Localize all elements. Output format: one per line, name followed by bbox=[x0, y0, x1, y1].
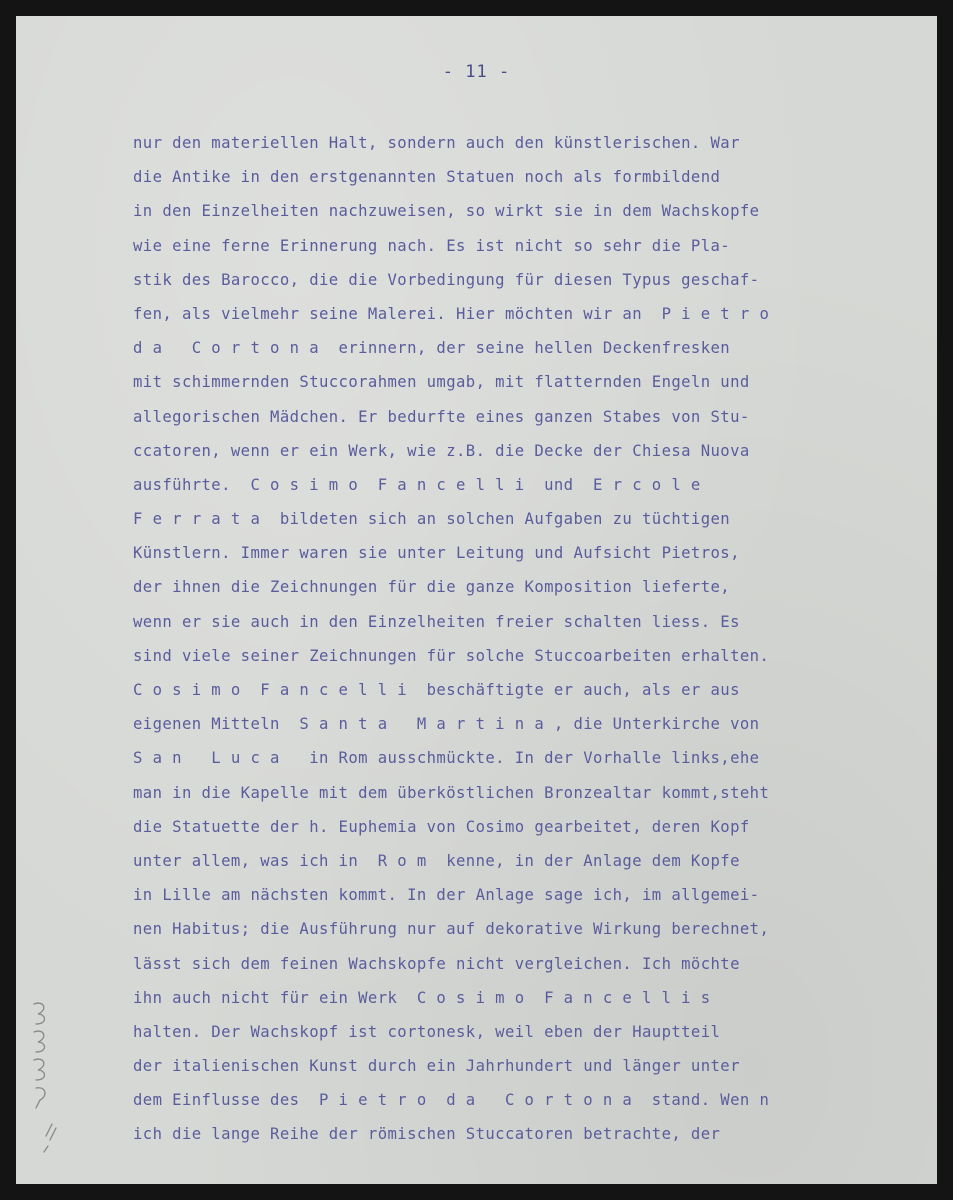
text-line: in den Einzelheiten nachzuweisen, so wirkt sie in dem Wachskopfe bbox=[133, 202, 760, 221]
page-number: - 11 - bbox=[442, 62, 511, 82]
text-line: nur den materiellen Halt, sondern auch den künstlerischen. War bbox=[133, 134, 740, 152]
text-line: sind viele seiner Zeichnungen für solche Stuccoarbeiten erhalten. bbox=[133, 646, 770, 665]
text-line: dem Einflusse des P i e t r o d a C o r t o n a stand. Wen n bbox=[133, 1091, 770, 1110]
text-line: wenn er sie auch in den Einzelheiten freier schalten liess. Es bbox=[133, 612, 740, 631]
text-line: F e r r a t a bildeten sich an solchen Aufgaben zu tüchtigen bbox=[133, 510, 731, 529]
text-line: ccatoren, wenn er ein Werk, wie z.B. die Decke der Chiesa Nuova bbox=[133, 441, 750, 460]
text-line: ihn auch nicht für ein Werk C o s i m o F a n c e l l i s bbox=[133, 988, 711, 1007]
margin-pencil-annotation bbox=[26, 996, 66, 1156]
text-line: ich die lange Reihe der römischen Stuccatoren betrachte, der bbox=[133, 1125, 721, 1144]
text-line: der ihnen die Zeichnungen für die ganze Komposition lieferte, bbox=[133, 578, 731, 597]
text-line: S a n L u c a in Rom ausschmückte. In der Vorhalle links,ehe bbox=[133, 749, 760, 768]
text-line: d a C o r t o n a erinnern, der seine hellen Deckenfresken bbox=[133, 339, 731, 358]
text-line: C o s i m o F a n c e l l i beschäftigte er auch, als er aus bbox=[133, 681, 740, 699]
text-line: wie eine ferne Erinnerung nach. Es ist nicht so sehr die Pla- bbox=[133, 236, 731, 255]
text-line: allegorischen Mädchen. Er bedurfte eines ganzen Stabes von Stu- bbox=[133, 407, 750, 426]
body-text bbox=[133, 126, 893, 1152]
text-line: lässt sich dem feinen Wachskopfe nicht vergleichen. Ich möchte bbox=[133, 954, 740, 973]
text-line: in Lille am nächsten kommt. In der Anlage sage ich, im allgemei- bbox=[133, 886, 760, 905]
text-line: man in die Kapelle mit dem überköstlichen Bronzealtar kommt,steht bbox=[133, 783, 770, 802]
text-line: fen, als vielmehr seine Malerei. Hier möchten wir an P i e t r o bbox=[133, 304, 770, 323]
text-line: Künstlern. Immer waren sie unter Leitung und Aufsicht Pietros, bbox=[133, 544, 740, 563]
text-line: der italienischen Kunst durch ein Jahrhundert und länger unter bbox=[133, 1057, 740, 1076]
text-line: ausführte. C o s i m o F a n c e l l i und E r c o l e bbox=[133, 475, 701, 494]
text-line: halten. Der Wachskopf ist cortonesk, weil eben der Hauptteil bbox=[133, 1022, 721, 1041]
text-line: stik des Barocco, die die Vorbedingung für diesen Typus geschaf- bbox=[133, 270, 760, 289]
typewritten-page bbox=[16, 16, 937, 1184]
text-line: nen Habitus; die Ausführung nur auf dekorative Wirkung berechnet, bbox=[133, 920, 770, 939]
text-line: unter allem, was ich in R o m kenne, in der Anlage dem Kopfe bbox=[133, 851, 740, 870]
text-line: mit schimmernden Stuccorahmen umgab, mit flatternden Engeln und bbox=[133, 373, 750, 392]
text-line: die Statuette der h. Euphemia von Cosimo gearbeitet, deren Kopf bbox=[133, 817, 750, 836]
text-line: die Antike in den erstgenannten Statuen noch als formbildend bbox=[133, 168, 721, 187]
text-line: eigenen Mitteln S a n t a M a r t i n a , die Unterkirche von bbox=[133, 715, 760, 734]
